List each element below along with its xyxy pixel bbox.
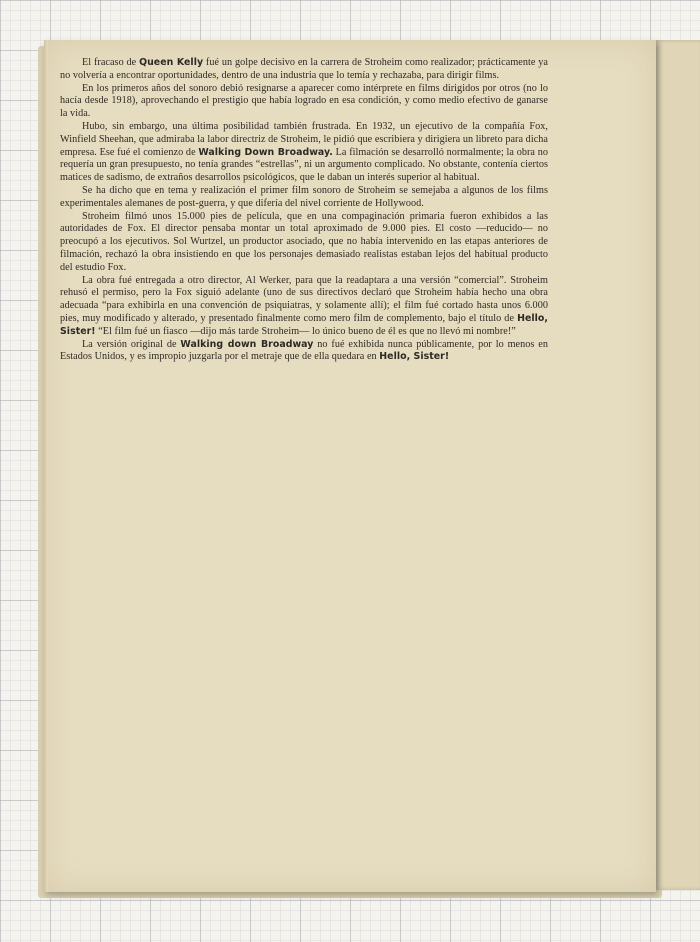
page-binding-edge: [44, 40, 48, 892]
film-title: Queen Kelly: [139, 57, 204, 68]
adjacent-page-edge: [656, 40, 700, 890]
film-title: Hello, Sister!: [379, 351, 450, 363]
film-title: Walking down Broadway: [180, 338, 314, 350]
body-text: [60, 57, 548, 364]
film-title: Walking Down Broadway.: [198, 146, 333, 158]
paragraph: En los primeros años del sonoro debió resignarse a aparecer como intérprete en films dirigidos por otros (no lo hacía desde 1918), aprovechando el prestigio que había logrado en esa condición, y como medio efectivo de ganarse la vida.: [60, 82, 548, 120]
film-title: Hello, Sister!: [60, 312, 548, 337]
paragraph: Hubo, sin embargo, una última posibilidad también frustrada. En 1932, un ejecutivo de la compañía Fox, Winfield Sheehan, que admiraba la labor directriz de Stroheim, le pidió que escribiera y dirigiera un libreto para dicha empresa. Ese fué el comienzo de Walking Down Broadway. La filmación se desarrolló normalmente; la obra no requería un gran presupuesto, no tenía grandes “estrellas”, ni un argumento complicado. No obstante, contenía ciertos matices de sadismo, de extraños desarrollos psicológicos, que le daban un interés superior al habitual.: [60, 120, 549, 184]
paragraph: La obra fué entregada a otro director, Al Werker, para que la readaptara a una versión “comercial”. Stroheim rehusó el permiso, pero la Fox siguió adelante (uno de sus directivos declaró que Stroheim había hecho una obra adecuada “para exhibirla en una convención de psiquiatras, y solamente allí); el film fué cortado hasta unos 6.000 pies, muy modificado y alterado, y presentado finalmente como mero film de complemento, bajo el título de Hello, Sister! “El film fué un fiasco —dijo más tarde Stroheim— lo único bueno de él es que no llevó mi nombre!”: [60, 274, 548, 337]
paragraph: Stroheim filmó unos 15.000 pies de película, que en una compaginación primaria fueron exhibidos a las autoridades de Fox. El director pensaba montar un total aproximado de 9.000 pies. El costo —reducido— no preocupó a los ejecutivos. Sol Wurtzel, un productor asociado, que no había intervenido en las etapas anteriores de filmación, rechazó la obra insistiendo en que los personajes demasiado realistas estaban lejos del habitual producto del estudio Fox.: [60, 210, 548, 273]
paragraph: La versión original de Walking down Broadway no fué exhibida nunca públicamente, por lo menos en Estados Unidos, y es impropio juzgarla por el metraje que de ella quedara en Hello, Sister!: [60, 338, 548, 363]
paragraph: Se ha dicho que en tema y realización el primer film sonoro de Stroheim se semejaba a algunos de los films experimentales alemanes de post-guerra, y que difería del nivel corriente de Hollywood.: [60, 184, 548, 209]
paragraph: El fracaso de Queen Kelly fué un golpe decisivo en la carrera de Stroheim como realizador; prácticamente ya no volvería a encontrar oportunidades, dentro de una industria que lo temía y rechazaba, para dirigir films.: [60, 57, 548, 81]
